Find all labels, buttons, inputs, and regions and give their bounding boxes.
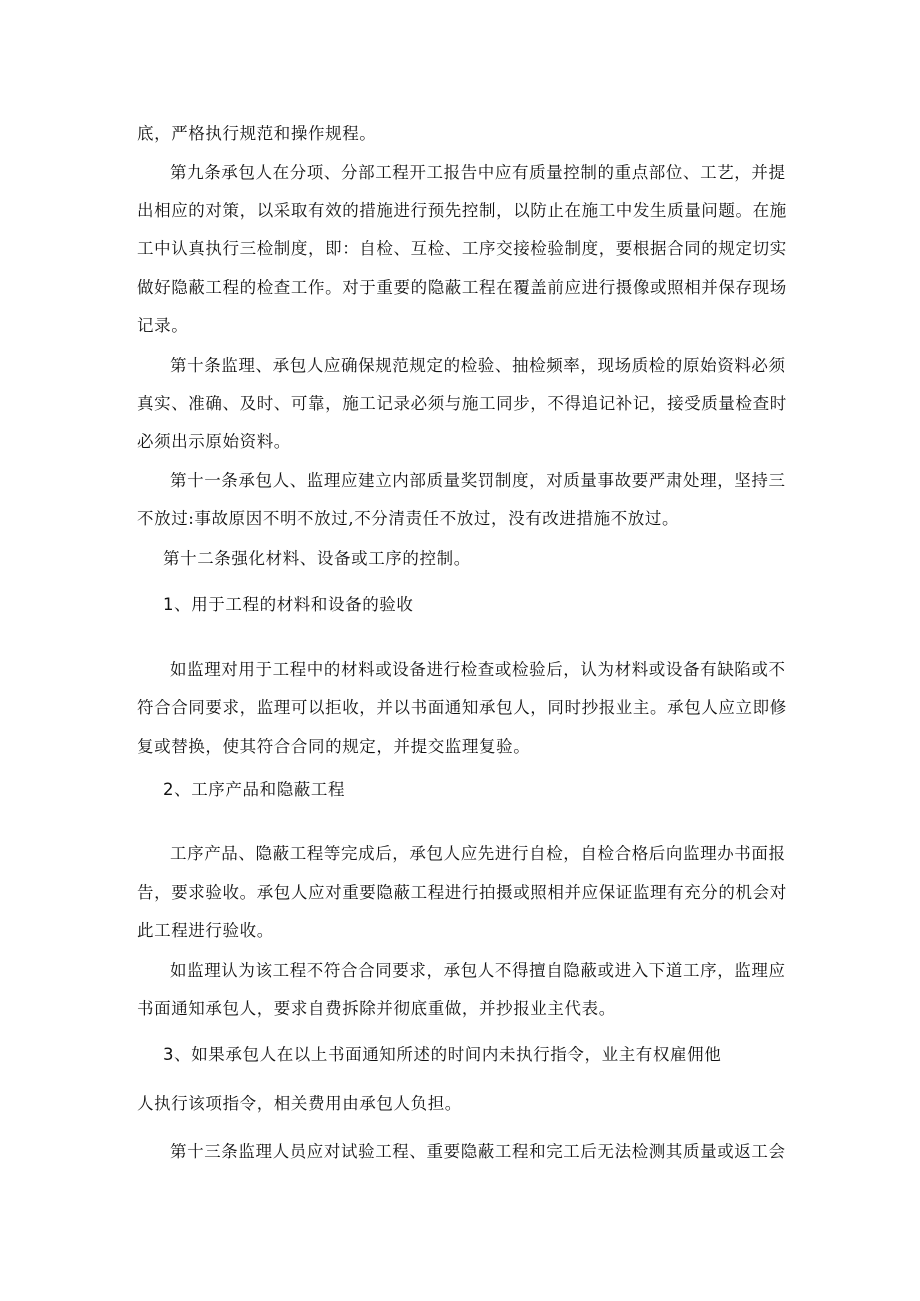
text-line: 做好隐蔽工程的检查工作。对于重要的隐蔽工程在覆盖前应进行摄像或照相并保存现场 (137, 278, 787, 297)
text-line: 告，要求验收。承包人应对重要隐蔽工程进行拍摄或照相并应保证监理有充分的机会对 (137, 883, 787, 902)
text-line: 如监理对用于工程中的材料或设备进行检查或检验后，认为材料或设备有缺陷或不 (170, 660, 786, 679)
text-line: 2、工序产品和隐蔽工程 (163, 780, 346, 799)
text-line: 1、用于工程的材料和设备的验收 (163, 595, 414, 614)
text-line: 第十条监理、承包人应确保规范规定的检验、抽检频率，现场质检的原始资料必须 (170, 356, 786, 375)
text-line: 第十三条监理人员应对试验工程、重要隐蔽工程和完工后无法检测其质量或返工会 (170, 1142, 786, 1161)
text-line: 书面通知承包人，要求自费拆除并彻底重做，并抄报业主代表。 (137, 999, 616, 1018)
text-line: 记录。 (137, 316, 189, 335)
text-line: 出相应的对策，以采取有效的措施进行预先控制，以防止在施工中发生质量问题。在施 (137, 201, 787, 220)
text-line: 必须出示原始资料。 (137, 432, 291, 451)
text-line: 不放过:事故原因不明不放过,不分清责任不放过，没有改进措施不放过。 (137, 509, 680, 528)
text-line: 如监理认为该工程不符合合同要求，承包人不得擅自隐蔽或进入下道工序，监理应 (170, 961, 786, 980)
text-line: 工序产品、隐蔽工程等完成后，承包人应先进行自检，自检合格后向监理办书面报 (170, 844, 786, 863)
text-line: 工中认真执行三检制度，即：自检、互检、工序交接检验制度，要根据合同的规定切实 (137, 239, 787, 258)
text-line: 第九条承包人在分项、分部工程开工报告中应有质量控制的重点部位、工艺，并提 (170, 163, 786, 182)
text-line: 复或替换，使其符合合同的规定，并提交监理复验。 (137, 737, 531, 756)
text-line: 第十一条承包人、监理应建立内部质量奖罚制度，对质量事故要严肃处理，坚持三 (170, 471, 786, 490)
text-line: 此工程进行验收。 (137, 921, 274, 940)
text-line: 第十二条强化材料、设备或工序的控制。 (163, 549, 471, 568)
text-line: 底，严格执行规范和操作规程。 (137, 124, 377, 143)
text-line: 3、如果承包人在以上书面通知所述的时间内未执行指令，业主有权雇佣他 (163, 1045, 722, 1064)
text-line: 符合合同要求，监理可以拒收，并以书面通知承包人，同时抄报业主。承包人应立即修 (137, 698, 787, 717)
text-line: 人执行该项指令，相关费用由承包人负担。 (137, 1094, 462, 1113)
text-line: 真实、准确、及时、可靠，施工记录必须与施工同步，不得追记补记，接受质量检查时 (137, 394, 787, 413)
